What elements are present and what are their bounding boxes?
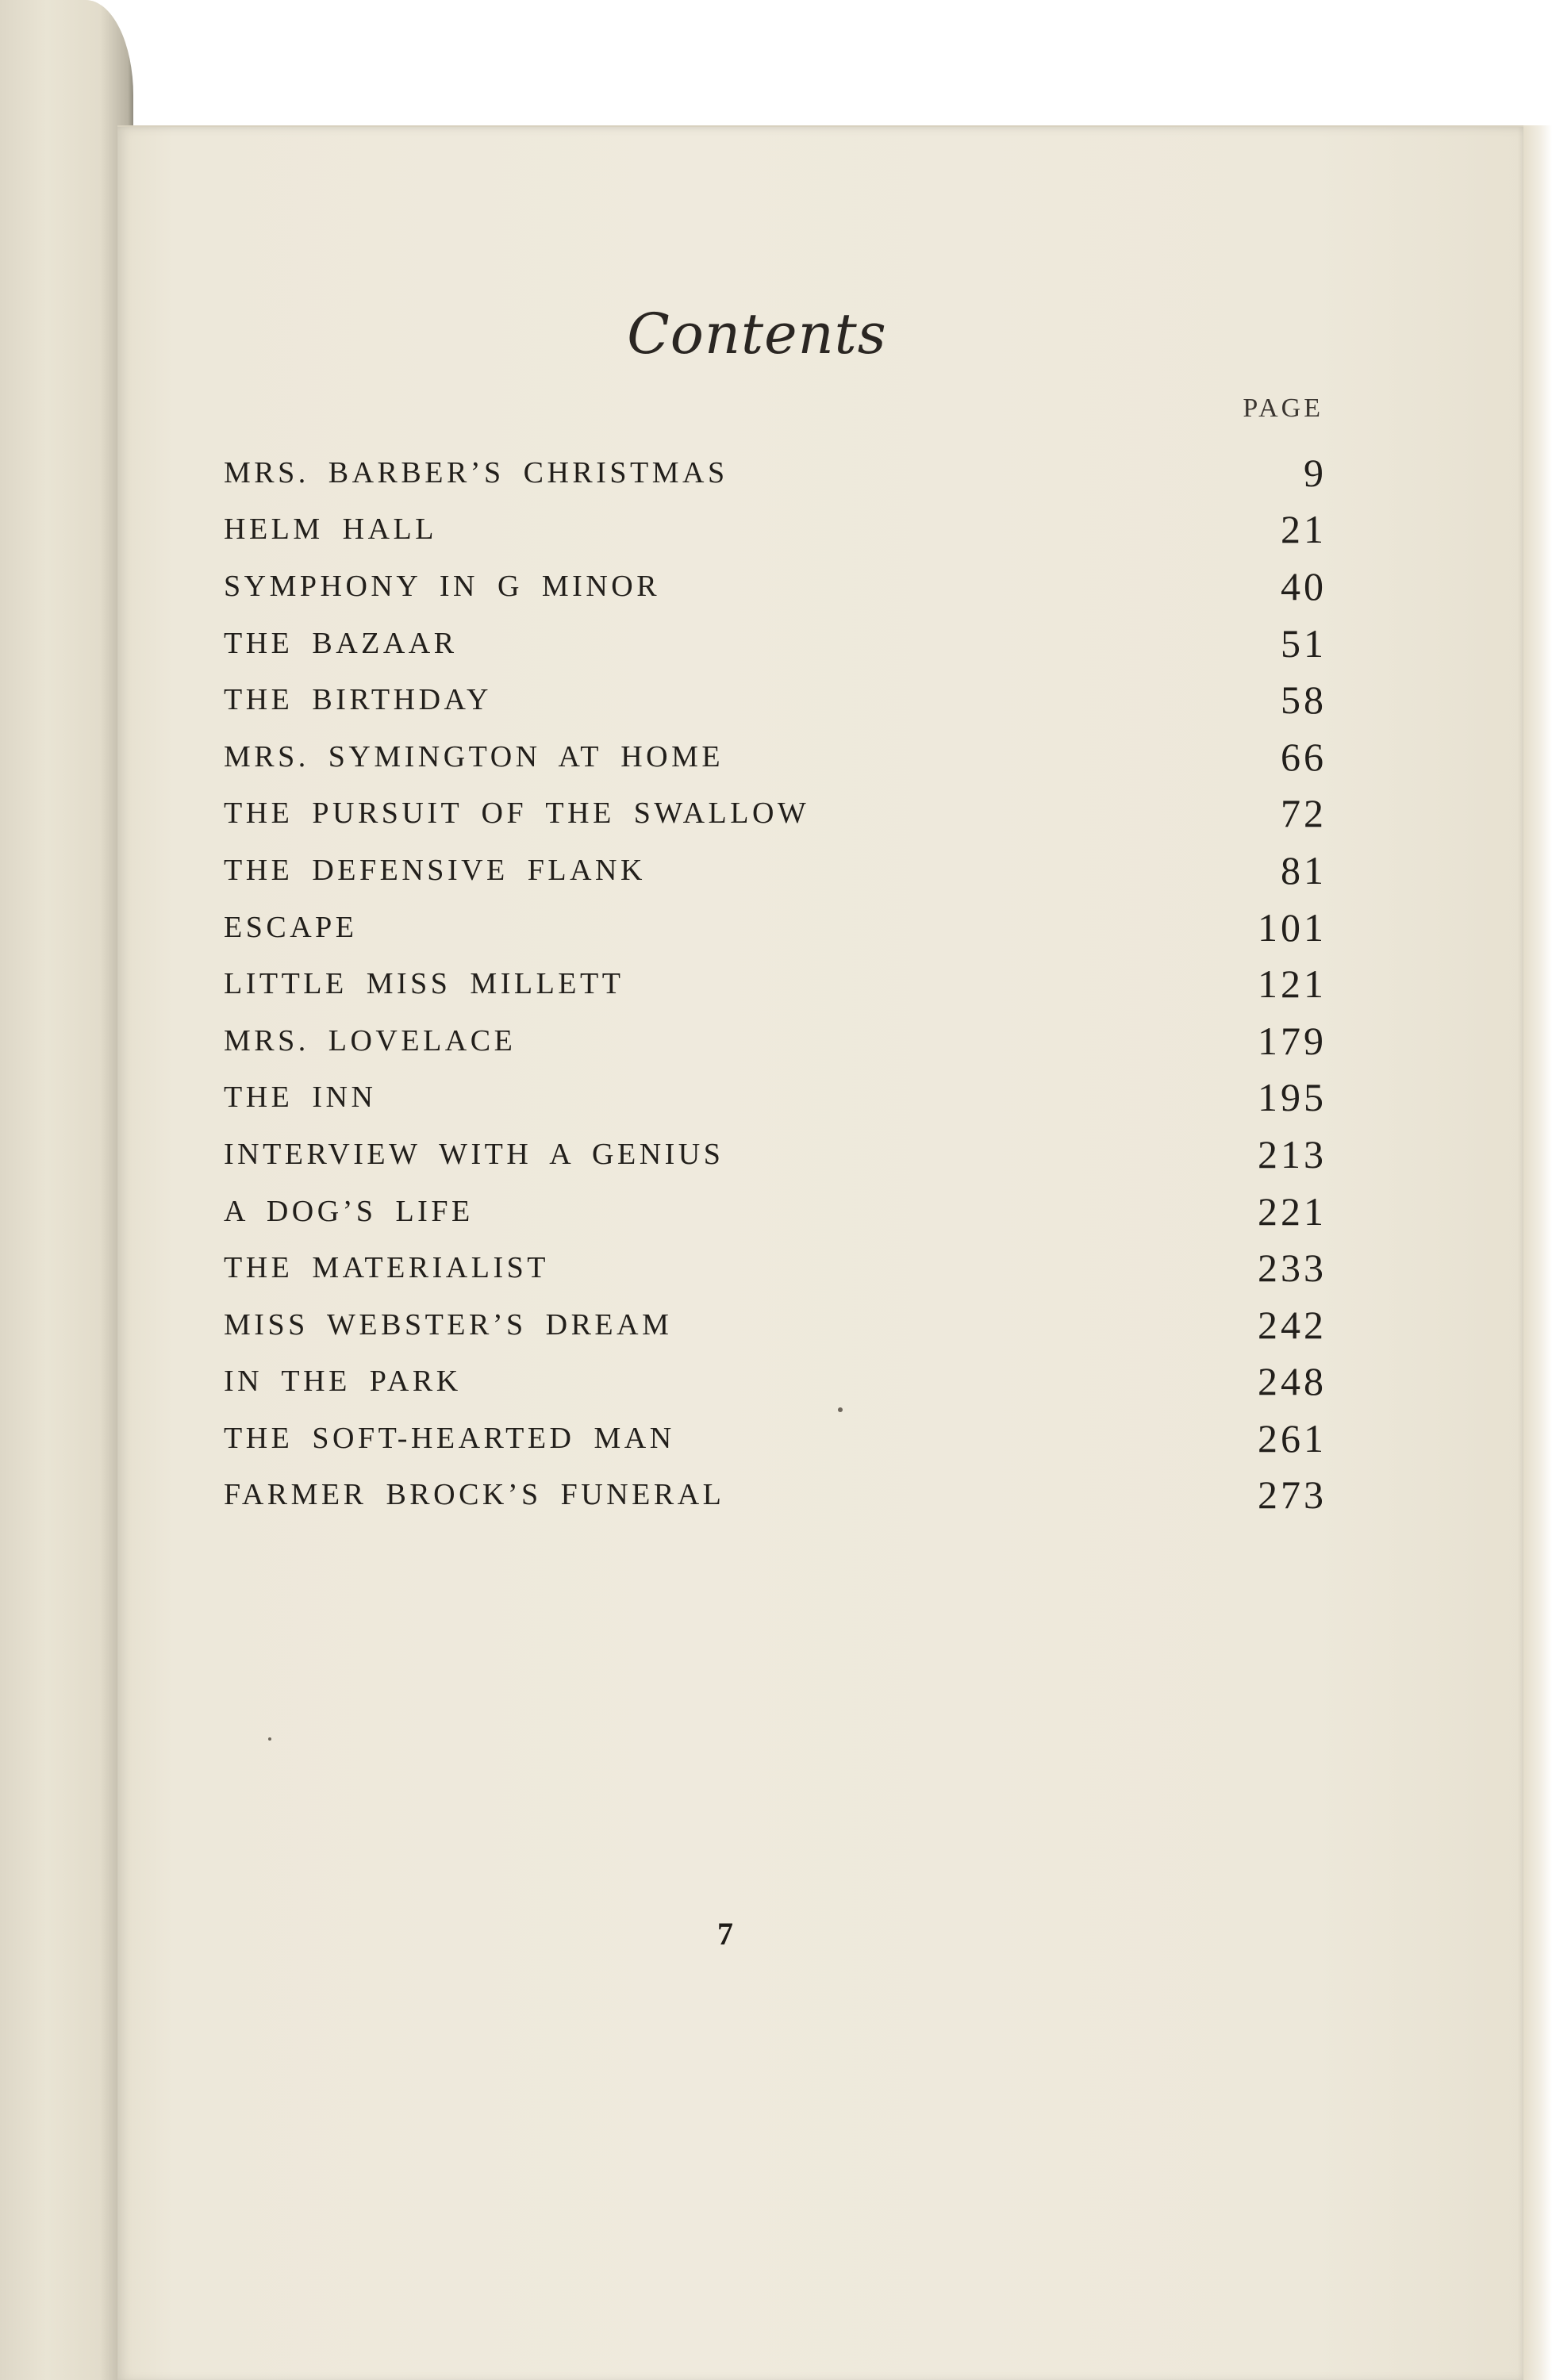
toc-entry-page: 101 xyxy=(1258,904,1327,950)
toc-entry xyxy=(224,1126,1327,1183)
right-page-edge xyxy=(1523,125,1552,2380)
toc-entry xyxy=(224,955,1327,1012)
paper-speck xyxy=(268,1737,271,1741)
toc-entry-page: 72 xyxy=(1281,791,1327,836)
toc-entry-title: MRS. LOVELACE xyxy=(224,1023,517,1058)
paper-speck xyxy=(838,1407,843,1412)
toc-entry-title: ESCAPE xyxy=(224,910,358,944)
toc-entry-title: MISS WEBSTER’S DREAM xyxy=(224,1307,673,1342)
toc-entry xyxy=(224,728,1327,785)
toc-entry xyxy=(224,615,1327,672)
toc-entry-title: THE DEFENSIVE FLANK xyxy=(224,853,646,887)
toc-entry xyxy=(224,1012,1327,1069)
toc-entry-page: 221 xyxy=(1258,1188,1327,1234)
toc-entry-page: 195 xyxy=(1258,1075,1327,1120)
toc-entry-title: THE BAZAAR xyxy=(224,626,458,660)
toc-entry xyxy=(224,899,1327,956)
toc-entry-title: FARMER BROCK’S FUNERAL xyxy=(224,1478,725,1512)
toc-entry xyxy=(224,842,1327,899)
toc-entry-page: 21 xyxy=(1281,507,1327,552)
toc-entry-title: THE BIRTHDAY xyxy=(224,683,492,717)
toc-entry-title: THE SOFT-HEARTED MAN xyxy=(224,1421,675,1455)
toc-entry-page: 248 xyxy=(1258,1359,1327,1404)
toc-entry-title: INTERVIEW WITH A GENIUS xyxy=(224,1137,724,1171)
toc-entry xyxy=(224,1296,1327,1353)
toc-entry-title: THE MATERIALIST xyxy=(224,1251,549,1285)
toc-entry-page: 81 xyxy=(1281,847,1327,892)
page-title: Contents xyxy=(627,301,887,367)
toc-entry-title: HELM HALL xyxy=(224,512,437,547)
toc-entry-title: SYMPHONY IN G MINOR xyxy=(224,569,661,603)
page-column-header: PAGE xyxy=(1243,393,1323,423)
page-number: 7 xyxy=(717,1916,733,1952)
toc-entry xyxy=(224,1183,1327,1240)
toc-entry xyxy=(224,501,1327,559)
toc-entry-page: 58 xyxy=(1281,678,1327,723)
contents-page xyxy=(117,125,1523,2380)
toc-entry xyxy=(224,1069,1327,1127)
toc-entry xyxy=(224,785,1327,843)
toc-entry xyxy=(224,1239,1327,1296)
toc-entry xyxy=(224,1467,1327,1524)
toc-entry-page: 242 xyxy=(1258,1302,1327,1347)
toc-entry-title: THE PURSUIT OF THE SWALLOW xyxy=(224,797,810,831)
toc-entry xyxy=(224,1410,1327,1467)
toc-entry-title: IN THE PARK xyxy=(224,1365,462,1399)
toc-entry-page: 66 xyxy=(1281,734,1327,779)
toc-entry-page: 51 xyxy=(1281,620,1327,666)
toc-entry-page: 233 xyxy=(1258,1246,1327,1291)
toc-entry-title: MRS. BARBER’S CHRISTMAS xyxy=(224,455,728,489)
toc-entry xyxy=(224,444,1327,501)
toc-entry-title: THE INN xyxy=(224,1081,377,1115)
toc-entry-title: LITTLE MISS MILLETT xyxy=(224,967,624,1001)
toc-entry-title: MRS. SYMINGTON AT HOME xyxy=(224,739,724,774)
toc-entry-page: 9 xyxy=(1304,450,1327,495)
toc-entry-page: 273 xyxy=(1258,1472,1327,1518)
toc-entry-page: 213 xyxy=(1258,1131,1327,1177)
toc-entry-title: A DOG’S LIFE xyxy=(224,1194,474,1228)
toc-entry xyxy=(224,671,1327,728)
toc-entry-page: 179 xyxy=(1258,1018,1327,1063)
table-of-contents xyxy=(224,444,1327,1523)
toc-entry-page: 40 xyxy=(1281,563,1327,608)
toc-entry xyxy=(224,558,1327,615)
toc-entry xyxy=(224,1353,1327,1411)
toc-entry-page: 121 xyxy=(1258,962,1327,1007)
toc-entry-page: 261 xyxy=(1258,1415,1327,1461)
